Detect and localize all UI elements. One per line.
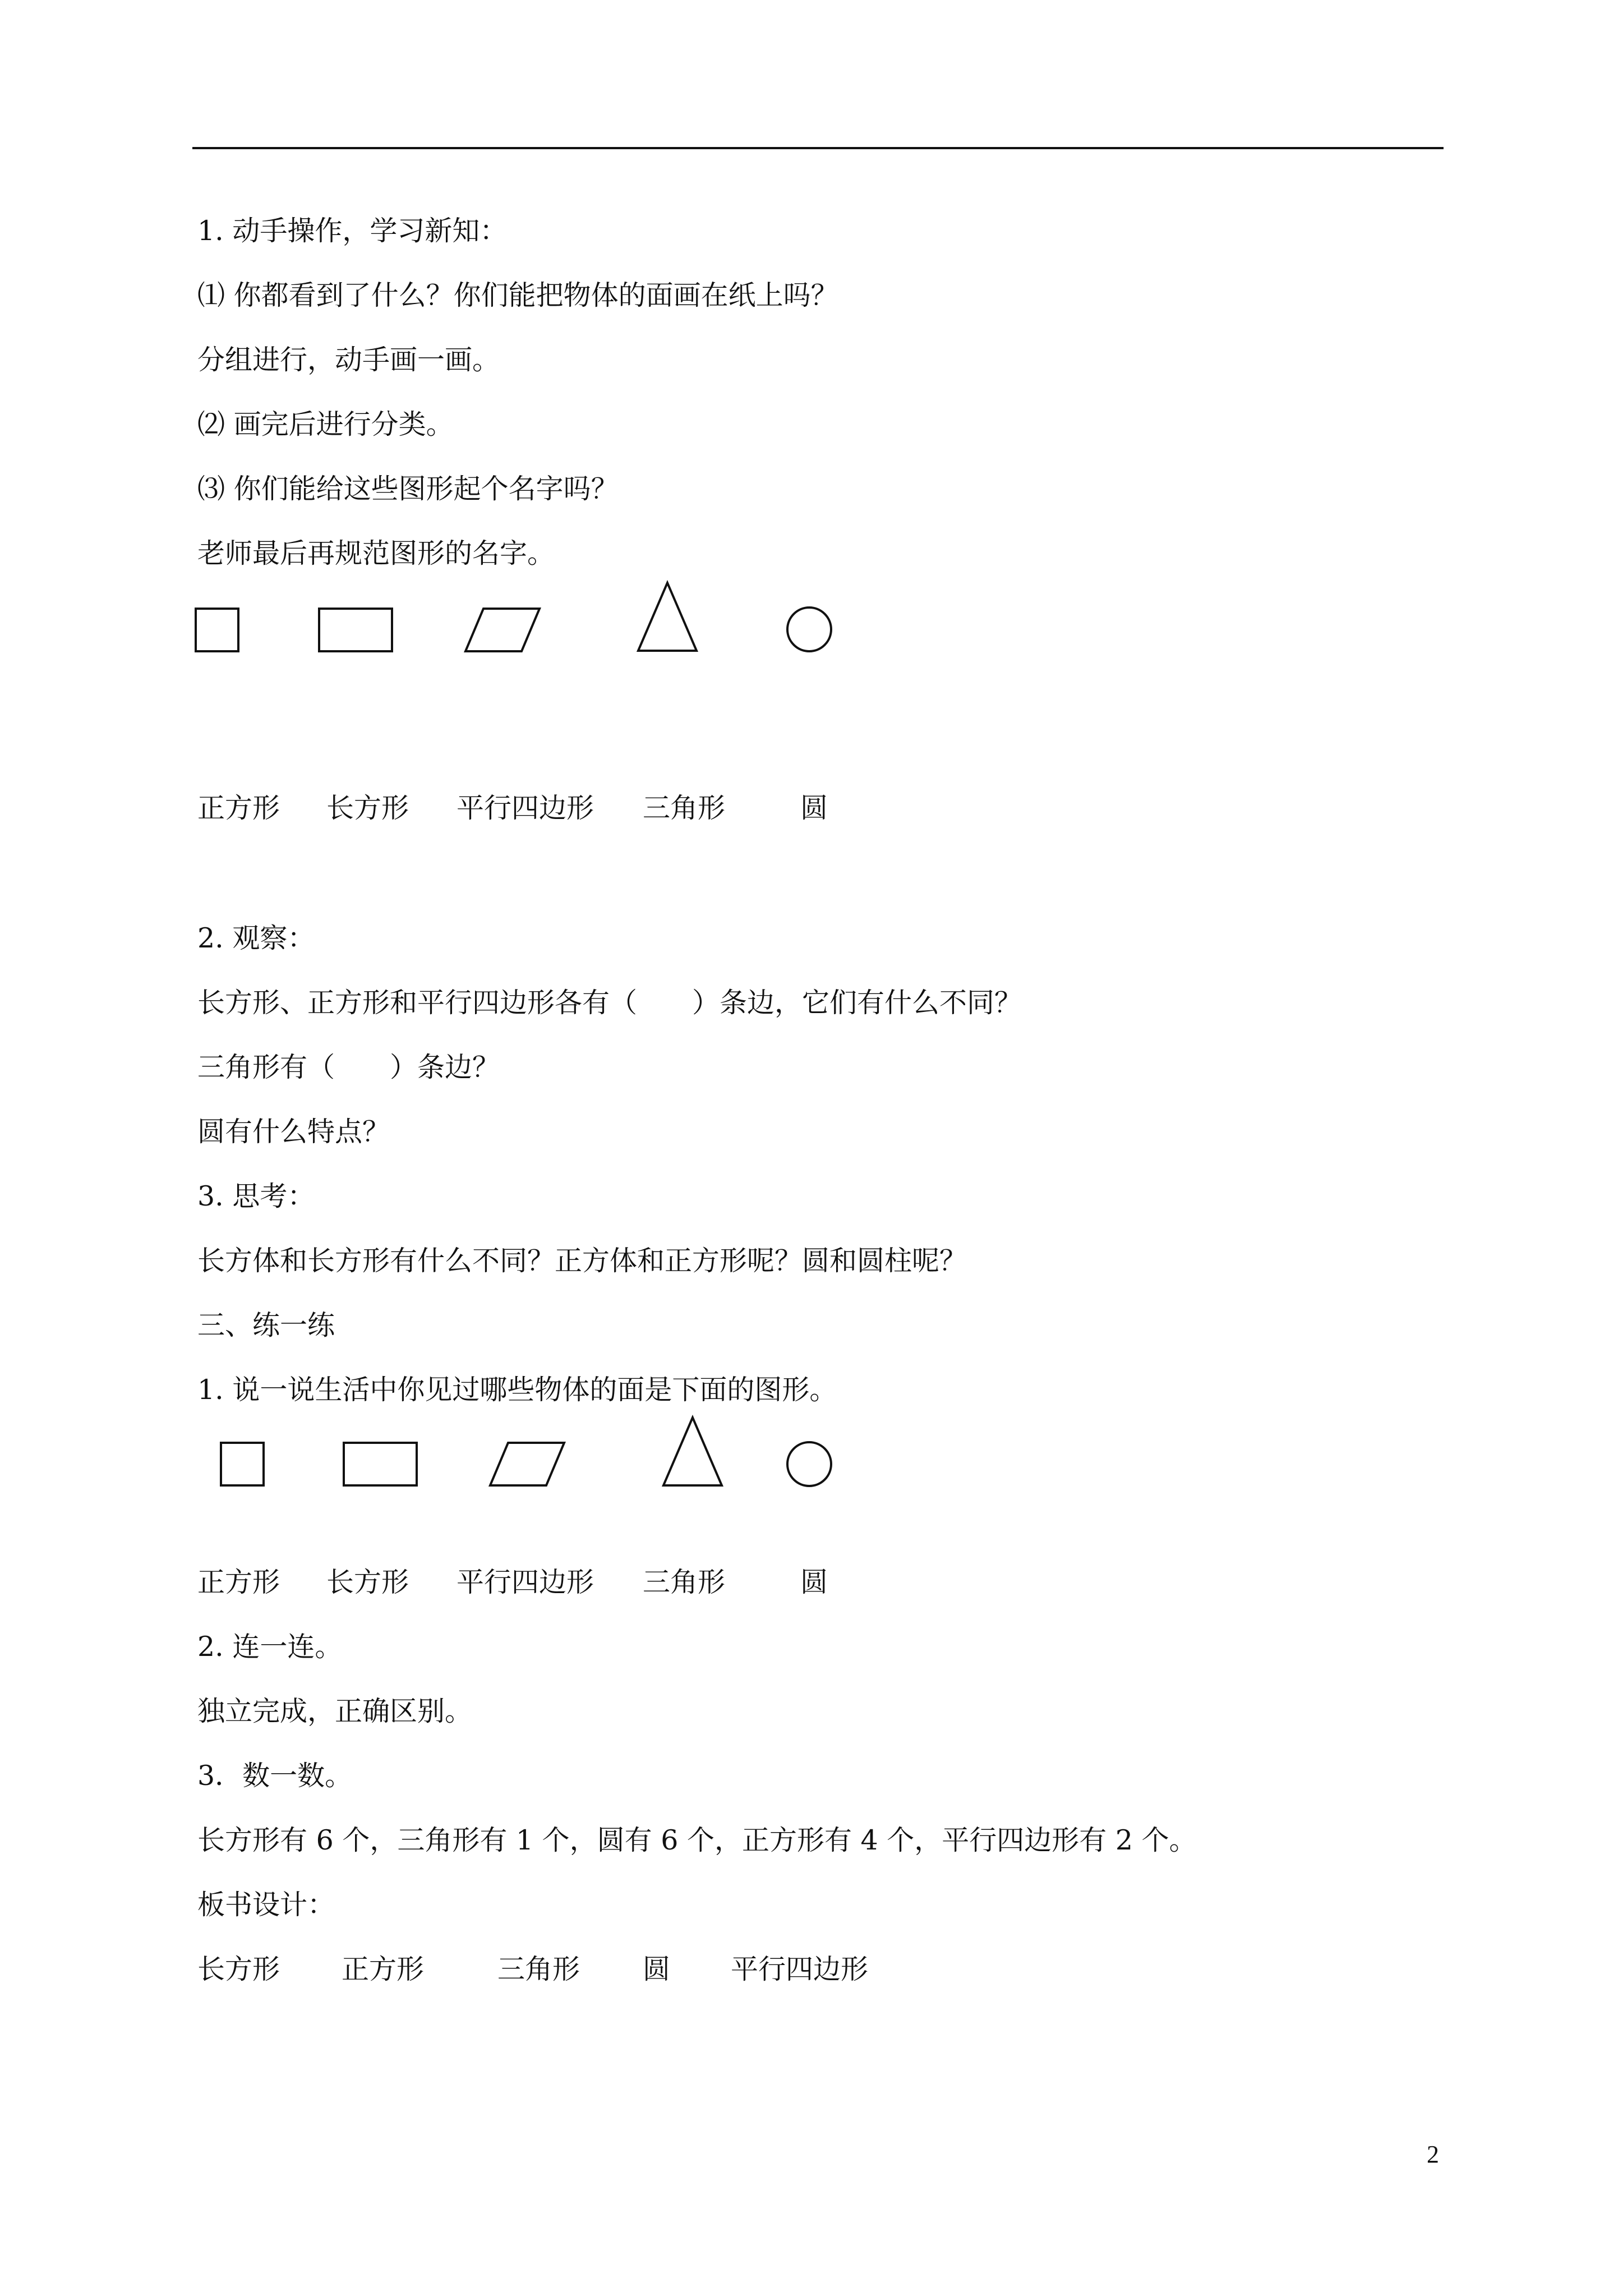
practice-item-3: 3．数一数。 <box>197 1760 353 1792</box>
circle-shape-icon <box>786 606 833 653</box>
triangle-shape-icon <box>637 581 698 652</box>
section1-question-1: ⑴ 你都看到了什么？你们能把物体的面画在纸上吗？ <box>197 279 838 311</box>
shape-label-triangle: 三角形 <box>643 1566 726 1598</box>
section1-question-3: ⑶ 你们能给这些图形起个名字吗？ <box>197 473 619 505</box>
section1-title: 1. 动手操作，学习新知： <box>197 215 508 247</box>
triangle-shape-icon <box>662 1416 723 1487</box>
practice-item-2: 2. 连一连。 <box>197 1631 343 1663</box>
parallelogram-shape-icon <box>489 1442 565 1487</box>
shape-label-square: 正方形 <box>197 792 280 824</box>
board-label-square: 正方形 <box>342 1953 425 1985</box>
practice-item-1: 1. 说一说生活中你见过哪些物体的面是下面的图形。 <box>197 1374 837 1406</box>
rectangle-shape-icon <box>318 608 393 652</box>
shape-label-parallelogram: 平行四边形 <box>457 792 594 824</box>
practice-item-3-answer: 长方形有 6 个，三角形有 1 个，圆有 6 个，正方形有 4 个，平行四边形有 2 个。 <box>197 1824 1197 1856</box>
square-shape-icon <box>220 1442 265 1487</box>
square-shape-icon <box>195 608 239 652</box>
shape-label-rectangle: 长方形 <box>326 1566 409 1598</box>
shape-label-square: 正方形 <box>197 1566 280 1598</box>
section3-line-1: 长方体和长方形有什么不同？正方体和正方形呢？圆和圆柱呢？ <box>197 1245 967 1277</box>
section3-title: 3. 思考： <box>197 1180 315 1212</box>
rectangle-shape-icon <box>343 1442 418 1487</box>
section1-question-1-note: 分组进行，动手画一画。 <box>197 344 500 376</box>
shape-label-circle: 圆 <box>800 1566 828 1598</box>
page-number: 2 <box>1427 2141 1439 2168</box>
practice-heading: 三、练一练 <box>197 1309 335 1341</box>
board-label-parallelogram: 平行四边形 <box>731 1953 869 1985</box>
section2-title: 2. 观察： <box>197 922 315 954</box>
circle-shape-icon <box>786 1441 833 1488</box>
shape-label-triangle: 三角形 <box>643 792 726 824</box>
section2-line-1: 长方形、正方形和平行四边形各有（ ）条边，它们有什么不同？ <box>197 987 1022 1019</box>
shape-label-circle: 圆 <box>800 792 828 824</box>
parallelogram-shape-icon <box>464 608 541 652</box>
section1-question-2: ⑵ 画完后进行分类。 <box>197 408 454 440</box>
board-label-triangle: 三角形 <box>497 1953 580 1985</box>
board-label-circle: 圆 <box>643 1953 671 1985</box>
section2-line-2: 三角形有（ ）条边？ <box>197 1051 500 1083</box>
section2-line-3: 圆有什么特点？ <box>197 1116 390 1148</box>
practice-item-2-note: 独立完成，正确区别。 <box>197 1695 473 1727</box>
board-heading: 板书设计： <box>197 1889 335 1921</box>
section1-question-3-note: 老师最后再规范图形的名字。 <box>197 537 555 569</box>
shape-label-parallelogram: 平行四边形 <box>457 1566 594 1598</box>
board-label-rectangle: 长方形 <box>197 1953 280 1985</box>
shape-label-rectangle: 长方形 <box>326 792 409 824</box>
header-rule <box>192 147 1444 149</box>
